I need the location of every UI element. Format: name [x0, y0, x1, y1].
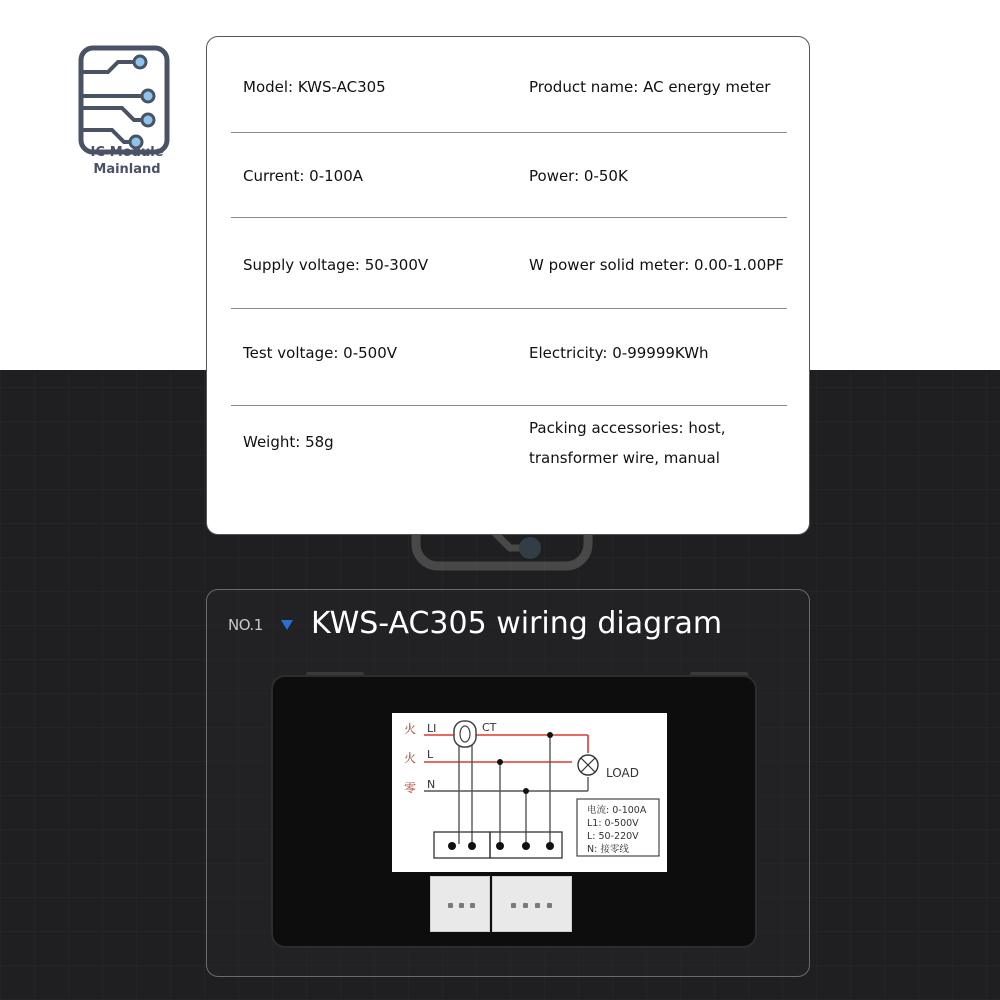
label-n-zh: 零: [404, 781, 417, 795]
label-load: LOAD: [606, 766, 639, 780]
wiring-sticker: [392, 713, 667, 872]
spec-divider: [231, 405, 787, 406]
diagram-title: KWS-AC305 wiring diagram: [311, 606, 723, 641]
spec-current: Current: 0-100A: [243, 167, 364, 185]
spec-test-voltage: Test voltage: 0-500V: [243, 344, 398, 362]
ct-coil-icon: [454, 721, 476, 747]
spec-divider: [231, 132, 787, 133]
logo-line-2: Mainland: [93, 162, 161, 177]
spec-weight: Weight: 58g: [243, 433, 334, 451]
label-l1-zh: 火: [404, 722, 417, 736]
label-l: L: [427, 748, 434, 761]
logo-line-1: IC·Module: [90, 145, 164, 160]
spec-model: Model: KWS-AC305: [243, 78, 386, 96]
diagram-number-label: NO.1: [228, 616, 263, 634]
spec-product-name: Product name: AC energy meter: [529, 78, 771, 96]
spec-divider: [231, 308, 787, 309]
spec-electricity: Electricity: 0-99999KWh: [529, 344, 709, 362]
legend-line: L: 50-220V: [587, 831, 639, 842]
label-ct: CT: [482, 721, 497, 734]
spec-power: Power: 0-50K: [529, 167, 628, 185]
connector-4pin: [492, 876, 572, 932]
label-n: N: [427, 778, 436, 791]
triangle-down-icon: [281, 620, 293, 630]
label-l-zh: 火: [404, 751, 417, 765]
spec-divider: [231, 217, 787, 218]
logo-text: [72, 144, 182, 178]
label-l1: LI: [427, 722, 437, 735]
spec-card: [206, 36, 810, 535]
legend-line: L1: 0-500V: [587, 818, 639, 829]
lamp-icon: [578, 755, 598, 775]
connector-3pin: [430, 876, 490, 932]
spec-power-factor: W power solid meter: 0.00-1.00PF: [529, 256, 784, 274]
spec-supply-voltage: Supply voltage: 50-300V: [243, 256, 429, 274]
legend-line: N: 接零线: [587, 844, 629, 855]
legend-line: 电流: 0-100A: [587, 805, 647, 816]
spec-packing-accessories: Packing accessories: host, transformer wire, manual: [529, 419, 726, 467]
